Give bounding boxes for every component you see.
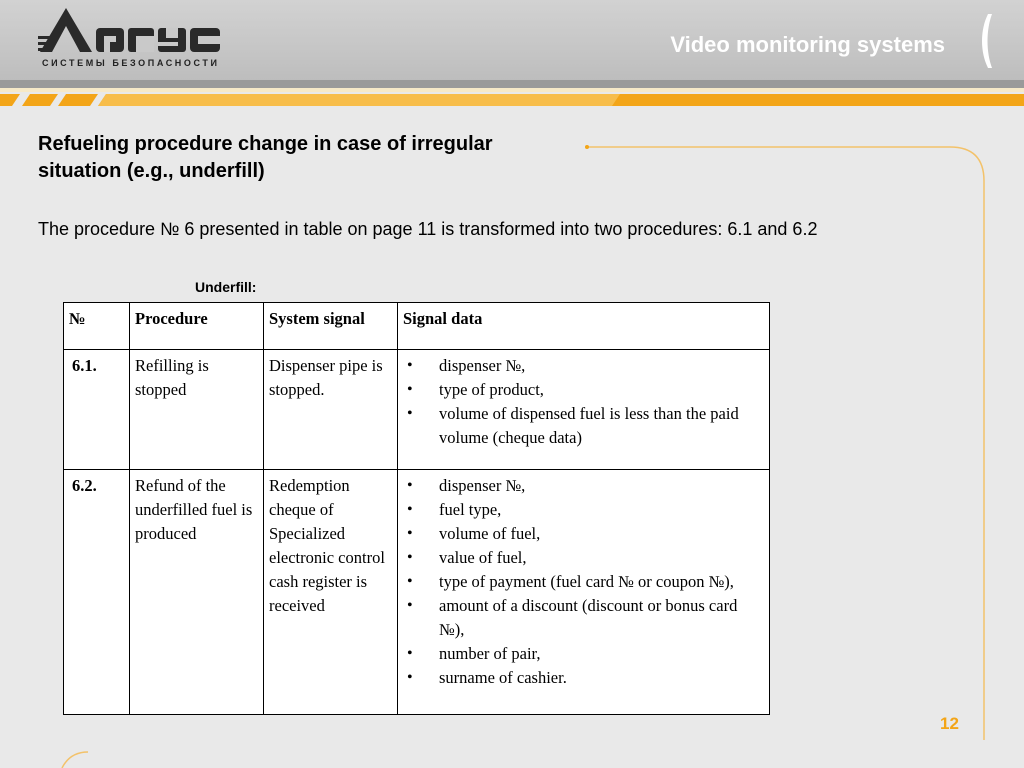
row-signal-data (398, 350, 770, 470)
signal-data-list (403, 474, 765, 690)
col-header-number: № (64, 303, 130, 350)
row-system-signal: Dispenser pipe is stopped. (264, 350, 398, 470)
list-item: • dispenser №, (403, 474, 765, 498)
slide-title: Refueling procedure change in case of irregular situation (e.g., underfill) (38, 133, 493, 182)
slide-subtitle: The procedure № 6 presented in table on page 11 is transformed into two procedures: 6.1 and 6.2 (38, 219, 818, 239)
argus-logo-mark (38, 6, 228, 56)
list-item: • volume of fuel, (403, 522, 765, 546)
orange-stripe (0, 88, 1024, 110)
signal-data-list (403, 354, 765, 450)
table-header-row (64, 303, 770, 350)
col-header-system-signal: System signal (264, 303, 398, 350)
row-number: 6.2. (64, 470, 130, 715)
argus-logo (38, 6, 228, 70)
row-procedure: Refilling is stopped (130, 350, 264, 470)
header-swoosh-icon (976, 12, 996, 70)
list-item: • value of fuel, (403, 546, 765, 570)
list-item: • fuel type, (403, 498, 765, 522)
row-number: 6.1. (64, 350, 130, 470)
row-procedure: Refund of the underfilled fuel is produced (130, 470, 264, 715)
list-item: • surname of cashier. (403, 666, 765, 690)
page-number: 12 (940, 714, 959, 733)
header-band (0, 0, 1024, 80)
col-header-signal-data: Signal data (398, 303, 770, 350)
list-item: • type of product, (403, 378, 765, 402)
procedure-table (63, 302, 770, 715)
row-system-signal: Redemption cheque of Specialized electronic control cash register is received (264, 470, 398, 715)
table-label: Underfill: (195, 279, 257, 295)
list-item: • dispenser №, (403, 354, 765, 378)
header-title: Video monitoring systems (670, 32, 945, 57)
table-row (64, 350, 770, 470)
row-signal-data (398, 470, 770, 715)
list-item: • volume of dispensed fuel is less than the paid volume (cheque data) (403, 402, 765, 450)
list-item: • type of payment (fuel card № or coupon №), (403, 570, 765, 594)
header-divider (0, 80, 1024, 88)
col-header-procedure: Procedure (130, 303, 264, 350)
list-item: • number of pair, (403, 642, 765, 666)
list-item: • amount of a discount (discount or bonus card №), (403, 594, 765, 642)
logo-tagline: СИСТЕМЫ БЕЗОПАСНОСТИ (42, 58, 220, 68)
table-row (64, 470, 770, 715)
